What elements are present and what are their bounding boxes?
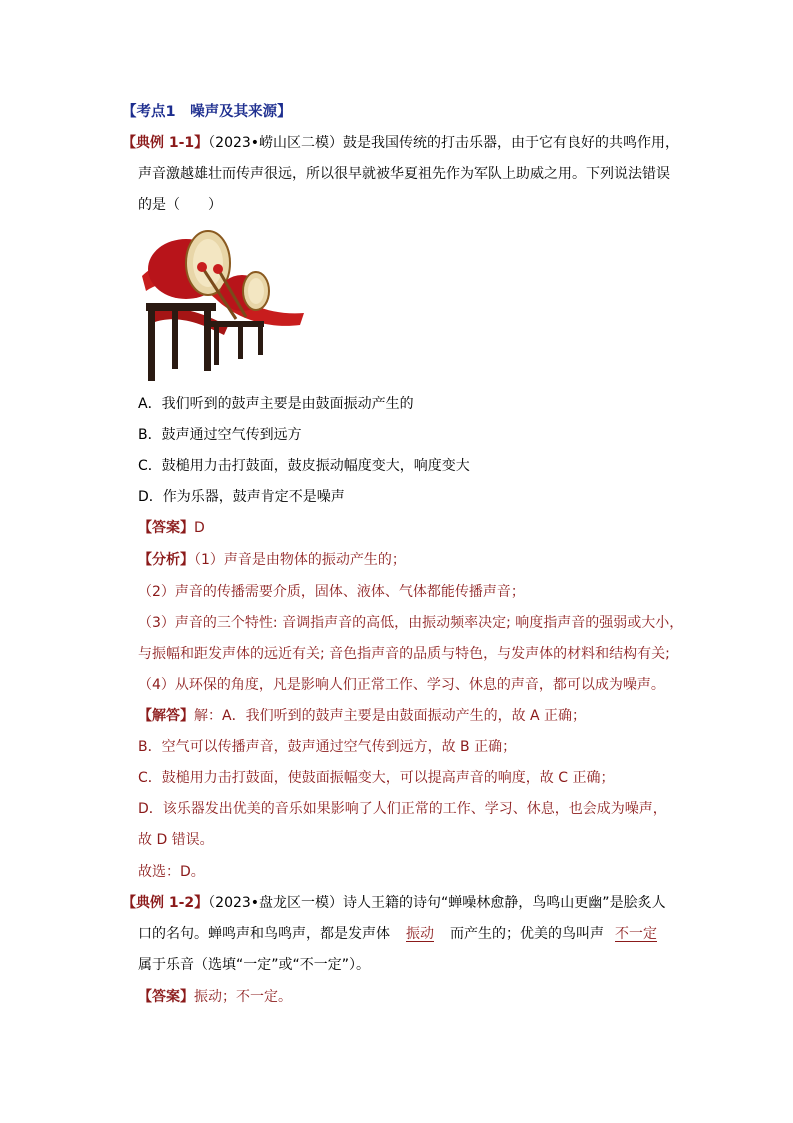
answer-tag: 【答案】 — [138, 520, 194, 536]
solution-line-3: C．鼓槌用力击打鼓面，使鼓面振幅变大，可以提高声音的响度，故 C 正确； — [138, 770, 615, 786]
analysis-tag: 【分析】 — [138, 552, 194, 568]
stem-text-part-2: 而产生的；优美的鸟叫声 — [450, 926, 604, 942]
example-stem-text: （2023•崂山区二模）鼓是我国传统的打击乐器，由于它有良好的共鸣作用， — [208, 135, 680, 151]
solution-line-5: 故 D 错误。 — [138, 832, 214, 848]
fill-blank-1: 振动 — [406, 926, 434, 942]
stem-text-part-1: 口的名句。蝉鸣声和鸟鸣声，都是发声体 — [138, 926, 390, 942]
example-stem-text: （2023•盘龙区一模）诗人王籍的诗句“蝉噪林愈静，鸟鸣山更幽”是脍炙人 — [208, 895, 666, 911]
solution-line-2: B．空气可以传播声音，鼓声通过空气传到远方，故 B 正确； — [138, 739, 517, 755]
section-heading: 【考点1 噪声及其来源】 — [122, 104, 292, 120]
option-c: C．鼓槌用力击打鼓面，鼓皮振动幅度变大，响度变大 — [138, 458, 470, 474]
answer-value: 振动；不一定。 — [194, 989, 292, 1005]
example-tag: 【典例 1-2】 — [122, 895, 209, 911]
option-d: D．作为乐器，鼓声肯定不是噪声 — [138, 489, 345, 505]
example-1-2-line-3: 属于乐音（选填“一定”或“不一定”）。 — [138, 957, 371, 973]
option-b: B．鼓声通过空气传到远方 — [138, 427, 302, 443]
analysis-line-2: （2）声音的传播需要介质，固体、液体、气体都能传播声音； — [138, 584, 525, 600]
example-tag: 【典例 1-1】 — [122, 135, 209, 151]
answer-tag: 【答案】 — [138, 989, 194, 1005]
example-1-2-line-1 — [122, 893, 666, 913]
example-1-2-answer-line — [138, 987, 292, 1007]
analysis-line-3: （3）声音的三个特性: 音调指声音的高低，由振动频率决定; 响度指声音的强弱或大小， — [138, 615, 684, 631]
analysis-text: （1）声音是由物体的振动产生的； — [194, 552, 406, 568]
example-1-1-line-3: 的是（ ） — [138, 197, 222, 213]
example-1-1-line-1 — [122, 133, 679, 153]
answer-line — [138, 518, 205, 538]
option-a: A．我们听到的鼓声主要是由鼓面振动产生的 — [138, 396, 414, 412]
solution-text: 解：A．我们听到的鼓声主要是由鼓面振动产生的，故 A 正确； — [194, 708, 587, 724]
analysis-line-5: （4）从环保的角度，凡是影响人们正常工作、学习、休息的声音，都可以成为噪声。 — [138, 677, 665, 693]
answer-value: D — [194, 520, 205, 536]
solution-line-6: 故选：D。 — [138, 864, 205, 880]
analysis-line-4: 与振幅和距发声体的远近有关; 音色指声音的品质与特色，与发声体的材料和结构有关; — [138, 646, 670, 662]
fill-blank-2: 不一定 — [615, 926, 657, 942]
analysis-line-1 — [138, 550, 406, 570]
solution-line-1 — [138, 706, 586, 726]
solution-line-4: D．该乐器发出优美的音乐如果影响了人们正常的工作、学习、休息，也会成为噪声， — [138, 801, 667, 817]
solution-tag: 【解答】 — [138, 708, 194, 724]
example-1-1-line-2: 声音激越雄壮而传声很远，所以很早就被华夏祖先作为军队上助威之用。下列说法错误 — [138, 166, 670, 182]
drum-illustration — [138, 221, 306, 384]
example-1-2-line-2 — [138, 924, 668, 944]
